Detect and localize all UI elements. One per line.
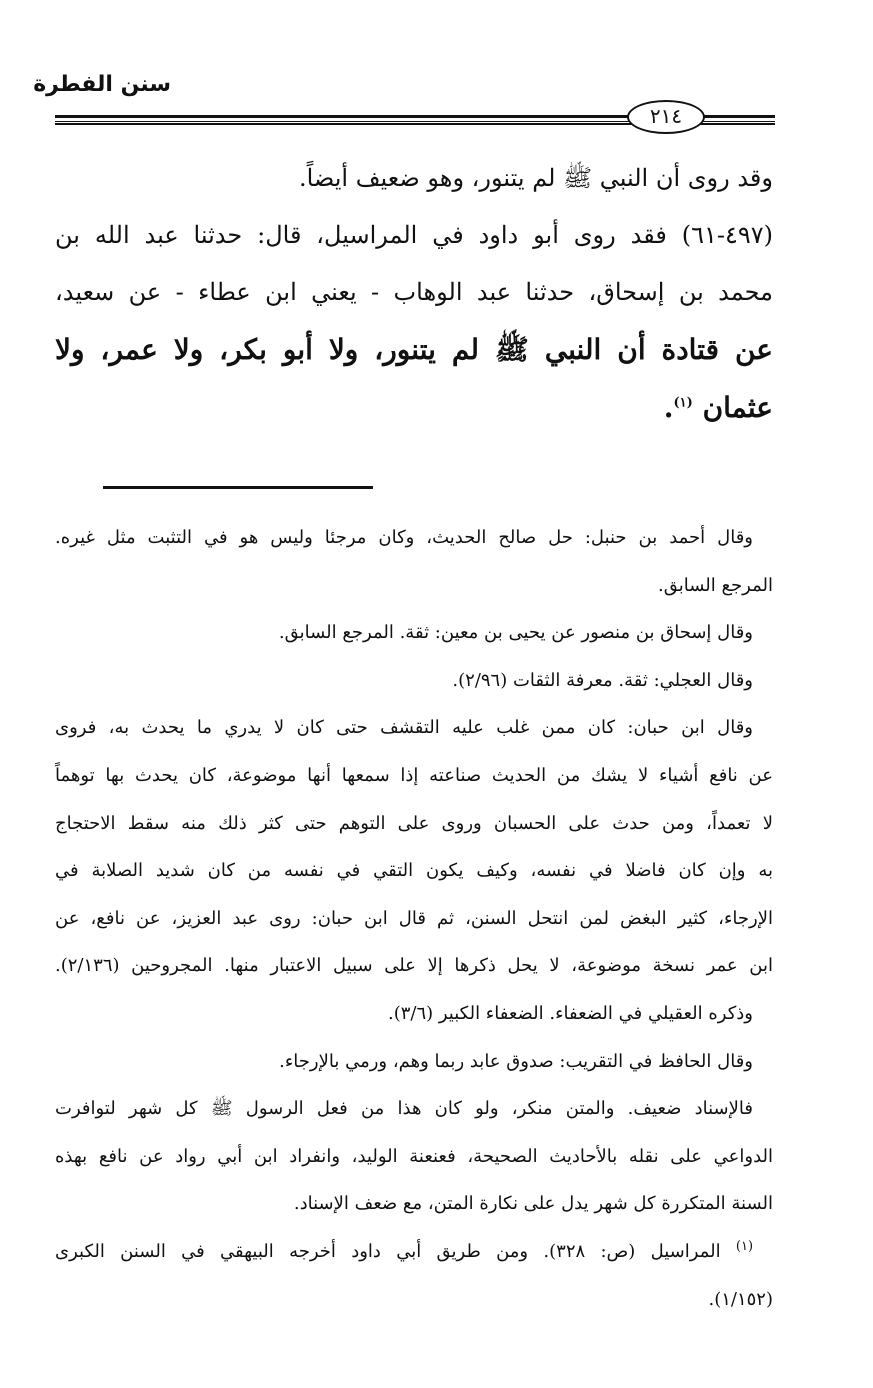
footnote-line: لا تعمداً، ومن حدث على الحسبان وروى على التوهم حتى كثر ذلك منه سقط الاحتجاج <box>55 812 773 834</box>
footnote-line: وقال العجلي: ثقة. معرفة الثقات (٢/٩٦). <box>452 669 753 691</box>
footnote-line: عن نافع أشياء لا يشك من الحديث صناعته إذا سمعها أنها موضوعة، كان يحدث بها توهماً <box>55 764 773 786</box>
page-number-badge: ٢١٤ <box>627 100 705 134</box>
footnote-line: الإرجاء، كثير البغض لمن انتحل السنن، ثم قال ابن حبان: روى عبد العزيز، عن نافع، عن <box>55 907 773 929</box>
footnote-line: المرجع السابق. <box>657 574 773 596</box>
running-header-title: سنن الفطرة <box>33 72 171 97</box>
footnote-line: السنة المتكررة كل شهر يدل على نكارة المتن، مع ضعف الإسناد. <box>293 1193 773 1215</box>
main-text <box>55 150 773 437</box>
footnote-line: وقال ابن حبان: كان ممن غلب عليه التقشف حتى كان لا يدري ما يحدث به، فروى <box>55 717 753 739</box>
footnote-1-text: المراسيل (ص: ٣٢٨). ومن طريق أبي داود أخرجه البيهقي في السنن الكبرى <box>55 1240 721 1262</box>
footnote-line: فالإسناد ضعيف. والمتن منكر، ولو كان هذا من فعل الرسول ﷺ كل شهر لتوافرت <box>55 1098 753 1120</box>
main-line-3: محمد بن إسحاق، حدثنا عبد الوهاب - يعني ابن عطاء - عن سعيد، <box>55 278 773 306</box>
main-line-5-bold <box>55 379 773 437</box>
main-line-5-text: عثمان <box>702 391 773 424</box>
footnote-line: ابن عمر نسخة موضوعة، لا يحل ذكرها إلا على سبيل الاعتبار منها. المجروحين (٢/١٣٦). <box>55 955 773 977</box>
footnotes <box>55 514 773 1323</box>
footnote-line: وقال الحافظ في التقريب: صدوق عابد ربما وهم، ورمي بالإرجاء. <box>279 1050 753 1072</box>
footnote-line: وذكره العقيلي في الضعفاء. الضعفاء الكبير (٣/٦). <box>387 1002 753 1024</box>
main-line-4-bold: عن قتادة أن النبي ﷺ لم يتنور، ولا أبو بكر، ولا عمر، ولا <box>55 333 773 366</box>
footnote-separator <box>103 486 373 489</box>
footnote-reference: (١) <box>673 395 693 411</box>
main-line-1: وقد روى أن النبي ﷺ لم يتنور، وهو ضعيف أيضاً. <box>298 164 773 192</box>
sentence-period: . <box>663 391 674 424</box>
footnote-marker: (١) <box>735 1238 754 1254</box>
footnote-line: الدواعي على نقله بالأحاديث الصحيحة، فعنعنة الوليد، وانفراد ابن أبي رواد عن نافع بهذه <box>55 1145 774 1167</box>
footnote-1 <box>55 1228 773 1276</box>
footnote-line: وقال أحمد بن حنبل: حل صالح الحديث، وكان مرجئا وليس هو في التثبت مثل غيره. <box>55 527 753 548</box>
footnote-line: به وإن كان فاضلا في نفسه، وكيف يكون التقي في نفسه من كان شديد الصلابة في <box>55 860 773 882</box>
main-line-2: (٤٩٧-٦١) فقد روى أبو داود في المراسيل، قال: حدثنا عبد الله بن <box>55 221 773 249</box>
footnote-line: (١/١٥٢). <box>708 1288 773 1310</box>
footnote-line: وقال إسحاق بن منصور عن يحيى بن معين: ثقة. المرجع السابق. <box>278 622 753 644</box>
